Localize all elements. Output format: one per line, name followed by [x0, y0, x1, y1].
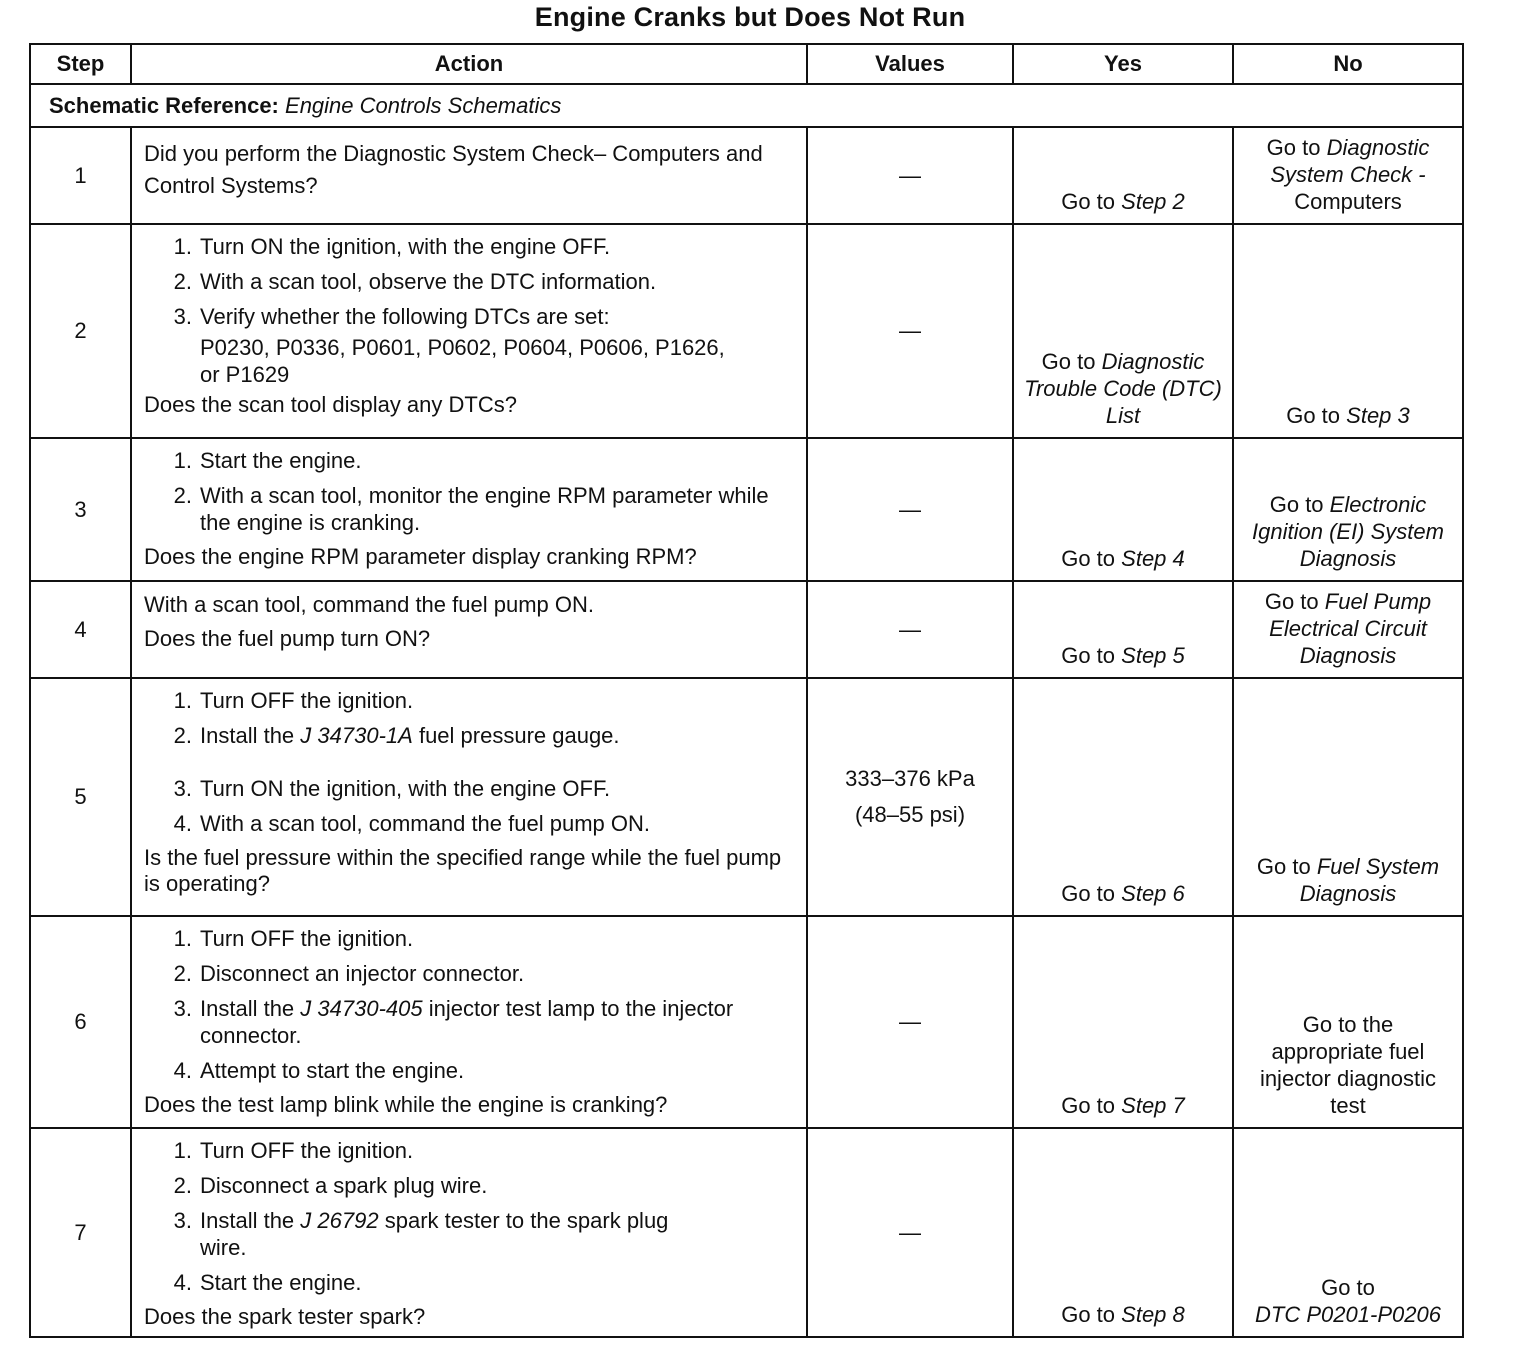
no-cell [1233, 127, 1463, 224]
header-yes: Yes [1013, 44, 1233, 84]
action-step [144, 687, 796, 714]
step-index: 2. [173, 961, 192, 986]
step-number: 6 [30, 916, 131, 1128]
yes-cell [1013, 438, 1233, 581]
table-row [30, 1128, 1463, 1337]
yes-link[interactable]: Step 5 [1121, 643, 1185, 668]
action-step [144, 482, 796, 536]
step-text: Start the engine. [200, 1270, 362, 1295]
action-step [144, 1172, 796, 1199]
action-step [144, 447, 796, 474]
step-text: With a scan tool, monitor the engine RPM parameter while the engine is cranking. [200, 483, 769, 535]
go-to-text: Go to [1061, 189, 1116, 214]
action-question: Does the scan tool display any DTCs? [144, 392, 517, 417]
value-cell: — [807, 127, 1013, 224]
action-step [144, 995, 796, 1049]
no-link[interactable]: Diagnostic System Check - [1270, 135, 1430, 187]
step-index: 3. [173, 996, 192, 1021]
action-question: Is the fuel pressure within the specified range while the fuel pump is operating? [144, 845, 782, 896]
action-question: Does the spark tester spark? [144, 1304, 426, 1329]
step-text: Turn OFF the ignition. [200, 926, 414, 951]
go-to-text: Go to [1061, 643, 1116, 668]
value-kpa: 333–376 kPa [845, 766, 975, 791]
step-number: 3 [30, 438, 131, 581]
action-cell [131, 1128, 807, 1337]
schematic-reference [30, 84, 1463, 127]
step-text: Disconnect a spark plug wire. [200, 1173, 488, 1198]
step-text-post: fuel pressure gauge. [418, 723, 620, 748]
yes-link[interactable]: Step 7 [1121, 1093, 1185, 1118]
step-text-pre: Install the [200, 996, 295, 1021]
step-text-main: Verify whether the following DTCs are set: [200, 304, 610, 329]
step-text: Turn OFF the ignition. [200, 1138, 414, 1163]
value-cell [807, 678, 1013, 916]
step-index: 4. [173, 1270, 192, 1295]
go-to-text: Go to [1266, 135, 1321, 160]
tool-name: J 34730-1A [300, 723, 413, 748]
tool-name: J 26792 [300, 1208, 379, 1233]
step-text-post: spark tester to the spark plug wire. [200, 1208, 669, 1260]
step-text: Turn ON the ignition, with the engine OFF. [200, 776, 611, 801]
go-to-text: Go to [1061, 546, 1116, 571]
step-number: 5 [30, 678, 131, 916]
action-step [144, 960, 796, 987]
no-link[interactable]: Step 3 [1346, 403, 1410, 428]
step-index: 1. [173, 688, 192, 713]
schematic-link[interactable]: Engine Controls Schematics [285, 92, 562, 118]
no-cell [1233, 438, 1463, 581]
go-to-text: Go to [1061, 1302, 1116, 1327]
step-number: 4 [30, 581, 131, 678]
header-step: Step [30, 44, 131, 84]
action-cell [131, 678, 807, 916]
action-steps [144, 1137, 796, 1296]
header-row [30, 44, 1463, 84]
tool-name: J 34730-405 [300, 996, 423, 1021]
dtc-list: P0230, P0336, P0601, P0602, P0604, P0606, P1626, or P1629 [200, 335, 725, 387]
no-link[interactable]: Fuel Pump Electrical Circuit Diagnosis [1269, 589, 1432, 668]
step-text: Turn ON the ignition, with the engine OFF. [200, 234, 611, 259]
go-to-text: Go to [1286, 403, 1341, 428]
action-step [144, 722, 796, 749]
table-row [30, 438, 1463, 581]
no-text: Computers [1294, 189, 1402, 214]
header-no: No [1233, 44, 1463, 84]
step-index: 3. [173, 776, 192, 801]
go-to-text: Go to [1256, 854, 1311, 879]
yes-link[interactable]: Step 6 [1121, 881, 1185, 906]
action-steps [144, 687, 796, 837]
step-text: With a scan tool, command the fuel pump ON. [200, 811, 650, 836]
table-row [30, 127, 1463, 224]
table-row [30, 224, 1463, 438]
yes-cell [1013, 581, 1233, 678]
yes-cell [1013, 678, 1233, 916]
go-to-text: Go to [1321, 1275, 1375, 1300]
step-text: Disconnect an injector connector. [200, 961, 525, 986]
no-text: Go to the appropriate fuel injector diagnostic test [1259, 1012, 1437, 1118]
no-cell [1233, 1128, 1463, 1337]
step-index: 1. [173, 1138, 192, 1163]
yes-cell [1013, 1128, 1233, 1337]
step-text [200, 995, 740, 1049]
step-text: With a scan tool, observe the DTC information. [200, 269, 657, 294]
step-index: 2. [173, 1173, 192, 1198]
value-cell: — [807, 438, 1013, 581]
go-to-text: Go to [1061, 881, 1116, 906]
table-row [30, 581, 1463, 678]
action-step [144, 233, 796, 260]
yes-cell [1013, 224, 1233, 438]
step-index: 2. [173, 269, 192, 294]
action-question: Does the engine RPM parameter display cranking RPM? [144, 544, 697, 569]
action-step [144, 810, 796, 837]
action-cell [131, 916, 807, 1128]
no-link[interactable]: Fuel System Diagnosis [1299, 854, 1440, 906]
no-cell [1233, 224, 1463, 438]
step-text: Turn OFF the ignition. [200, 688, 414, 713]
page-title: Engine Cranks but Does Not Run [534, 2, 966, 32]
action-steps [144, 447, 796, 536]
go-to-text: Go to [1041, 349, 1096, 374]
step-index: 1. [173, 448, 192, 473]
step-index: 3. [173, 1208, 192, 1233]
action-step [144, 1137, 796, 1164]
yes-cell [1013, 127, 1233, 224]
action-step [144, 1057, 796, 1084]
step-index: 2. [173, 723, 192, 748]
action-text: With a scan tool, command the fuel pump ON. [144, 592, 594, 617]
no-cell [1233, 916, 1463, 1128]
action-steps [144, 233, 796, 388]
action-cell [131, 127, 807, 224]
step-number: 1 [30, 127, 131, 224]
diagnostic-table [29, 43, 1464, 1338]
value-cell: — [807, 1128, 1013, 1337]
action-cell [131, 224, 807, 438]
yes-link[interactable]: Diagnostic Trouble Code (DTC) List [1024, 349, 1222, 428]
step-index: 4. [173, 811, 192, 836]
no-cell [1233, 678, 1463, 916]
action-question: Does the fuel pump turn ON? [144, 626, 431, 651]
no-cell [1233, 581, 1463, 678]
value-psi: (48–55 psi) [854, 802, 966, 827]
step-index: 2. [173, 483, 192, 508]
action-step [144, 1269, 796, 1296]
go-to-text: Go to [1061, 1093, 1116, 1118]
step-number: 2 [30, 224, 131, 438]
step-text: Start the engine. [200, 448, 362, 473]
step-text [200, 1207, 700, 1261]
yes-cell [1013, 916, 1233, 1128]
step-index: 1. [173, 234, 192, 259]
action-question: Did you perform the Diagnostic System Check– Computers and Control Systems? [144, 141, 763, 198]
action-step [144, 925, 796, 952]
action-cell [131, 438, 807, 581]
step-text [200, 722, 796, 749]
step-text [200, 303, 796, 388]
header-action: Action [131, 44, 807, 84]
no-link[interactable]: DTC P0201-P0206 [1255, 1302, 1441, 1327]
step-index: 3. [173, 304, 192, 329]
yes-link[interactable]: Step 2 [1121, 189, 1185, 214]
action-step [144, 775, 796, 802]
table-row [30, 678, 1463, 916]
yes-link[interactable]: Step 4 [1121, 546, 1185, 571]
step-text-post: injector test lamp to the injector connector. [200, 996, 734, 1048]
go-to-text: Go to [1269, 492, 1324, 517]
value-cell: — [807, 916, 1013, 1128]
step-index: 4. [173, 1058, 192, 1083]
step-text-pre: Install the [200, 723, 295, 748]
yes-link[interactable]: Step 8 [1121, 1302, 1185, 1327]
action-cell [131, 581, 807, 678]
action-step [144, 303, 796, 388]
value-cell: — [807, 224, 1013, 438]
no-link[interactable]: Electronic Ignition (EI) System Diagnosis [1252, 492, 1444, 571]
step-index: 1. [173, 926, 192, 951]
schematic-label: Schematic Reference: [49, 92, 279, 118]
step-number: 7 [30, 1128, 131, 1337]
step-text: Attempt to start the engine. [200, 1058, 465, 1083]
schematic-row [30, 84, 1463, 127]
header-values: Values [807, 44, 1013, 84]
action-question: Does the test lamp blink while the engine is cranking? [144, 1092, 668, 1117]
action-steps [144, 925, 796, 1084]
table-row [30, 916, 1463, 1128]
action-step [144, 1207, 796, 1261]
action-step [144, 268, 796, 295]
value-cell: — [807, 581, 1013, 678]
go-to-text: Go to [1264, 589, 1319, 614]
step-text-pre: Install the [200, 1208, 295, 1233]
